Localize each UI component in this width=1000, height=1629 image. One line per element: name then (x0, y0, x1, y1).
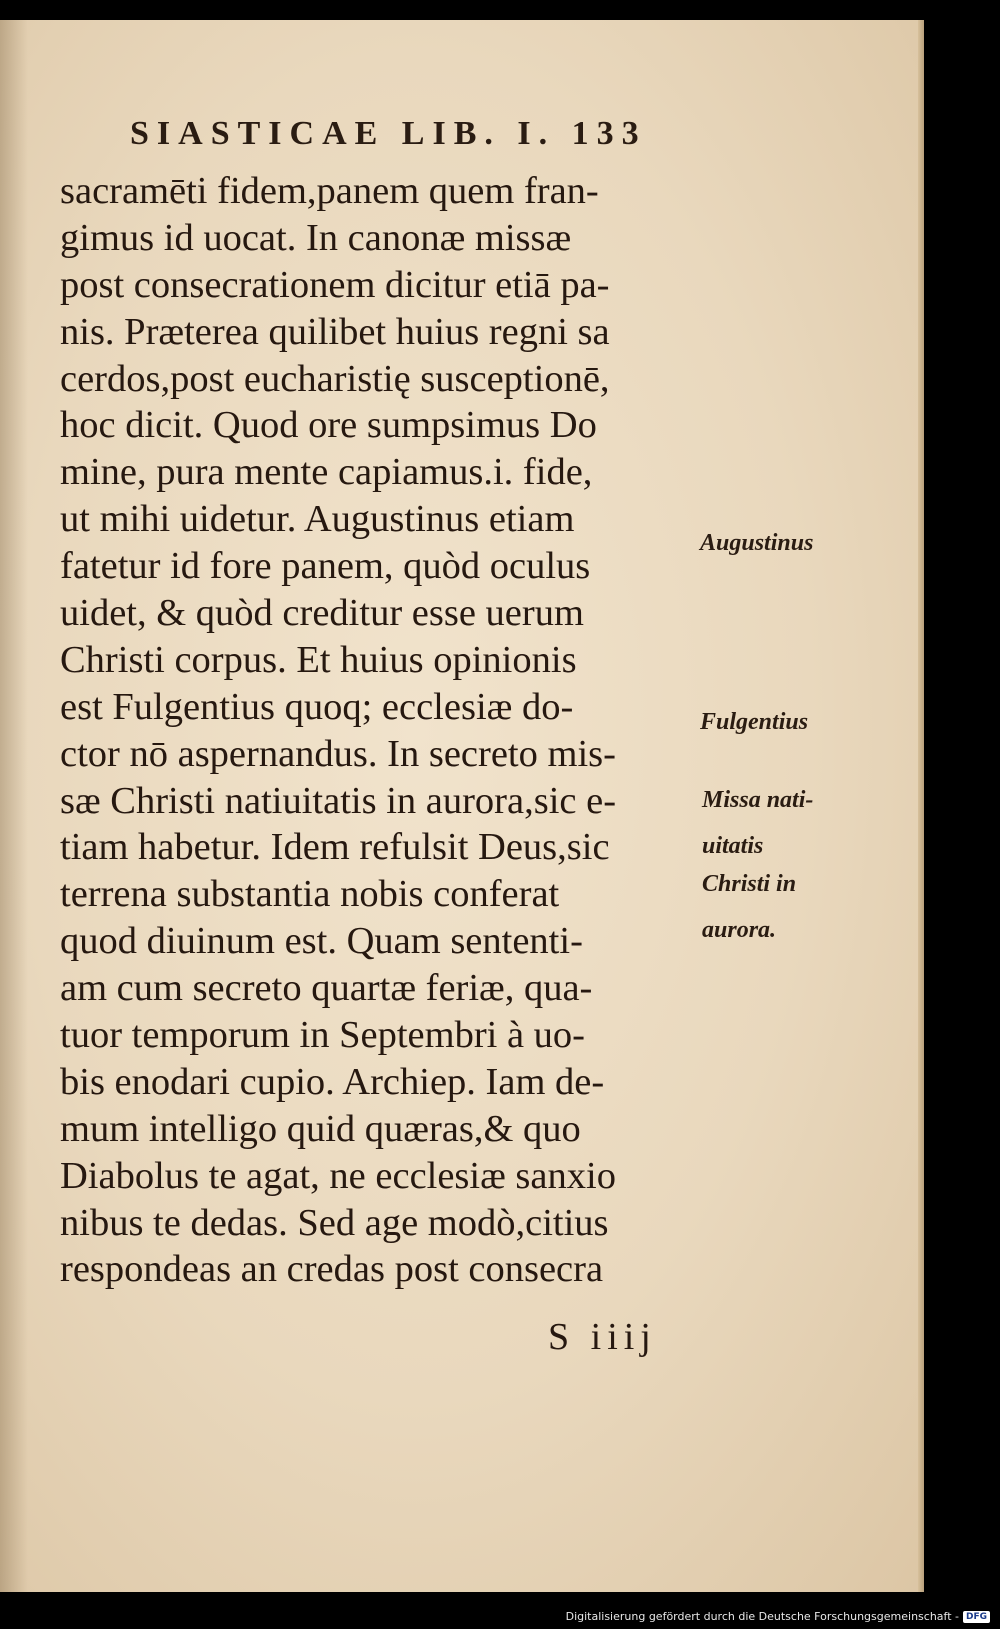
digitization-credit (566, 1610, 990, 1623)
credit-text: Digitalisierung gefördert durch die Deutsche Forschungsgemeinschaft - (565, 1610, 959, 1623)
marginal-note-augustinus: Augustinus (700, 530, 814, 556)
text-line: nis. Præterea quilibet huius regni sa (60, 310, 610, 353)
text-line: bis enodari cupio. Archiep. Iam de- (60, 1060, 605, 1103)
text-line: ut mihi uidetur. Augustinus etiam (60, 498, 575, 541)
marginal-note-missa: Missa nati- (702, 787, 814, 813)
signature-mark: S iiij (548, 1316, 657, 1358)
text-line: sacramēti fidem,panem quem fran- (60, 170, 599, 212)
text-line: uidet, & quòd creditur esse uerum (60, 592, 584, 635)
text-line: terrena substantia nobis conferat (60, 873, 560, 916)
gutter-shadow (0, 20, 28, 1592)
text-line: sæ Christi natiuitatis in aurora,sic e- (60, 779, 617, 822)
text-line: nibus te dedas. Sed age modò,citius (60, 1201, 609, 1244)
text-line: hoc dicit. Quod ore sumpsimus Do (60, 404, 597, 447)
text-line: am cum secreto quartæ feriæ, qua- (60, 967, 593, 1010)
page-edge (918, 20, 924, 1592)
running-head: SIASTICAE LIB. I. 133 (130, 115, 647, 152)
text-line: Diabolus te agat, ne ecclesiæ sanxio (60, 1154, 616, 1197)
text-line: cerdos,post eucharistię susceptionē, (60, 357, 610, 400)
text-line: post consecrationem dicitur etiā pa- (60, 263, 610, 306)
text-line: est Fulgentius quoq; ecclesiæ do- (60, 685, 574, 728)
text-line: tuor temporum in Septembri à uo- (60, 1014, 585, 1057)
dfg-logo-icon: DFG (963, 1611, 990, 1623)
text-line: mine, pura mente capiamus.i. fide, (60, 451, 593, 494)
text-line: respondeas an credas post consecra (60, 1248, 604, 1291)
marginal-note-missa: aurora. (702, 917, 777, 943)
text-line: Christi corpus. Et huius opinionis (60, 638, 577, 681)
main-text-block (60, 168, 720, 1293)
marginal-note-missa: Christi in (702, 871, 797, 897)
text-line: tiam habetur. Idem refulsit Deus,sic (60, 826, 610, 869)
text-line: gimus id uocat. In canonæ missæ (60, 216, 572, 259)
text-line: mum intelligo quid quæras,& quo (60, 1107, 581, 1150)
text-line: quod diuinum est. Quam sententi- (60, 920, 583, 963)
marginal-note-missa: uitatis (702, 833, 764, 859)
text-line: fatetur id fore panem, quòd oculus (60, 545, 591, 588)
text-line: ctor nō aspernandus. In secreto mis- (60, 732, 616, 775)
marginal-note-fulgentius: Fulgentius (700, 709, 809, 735)
